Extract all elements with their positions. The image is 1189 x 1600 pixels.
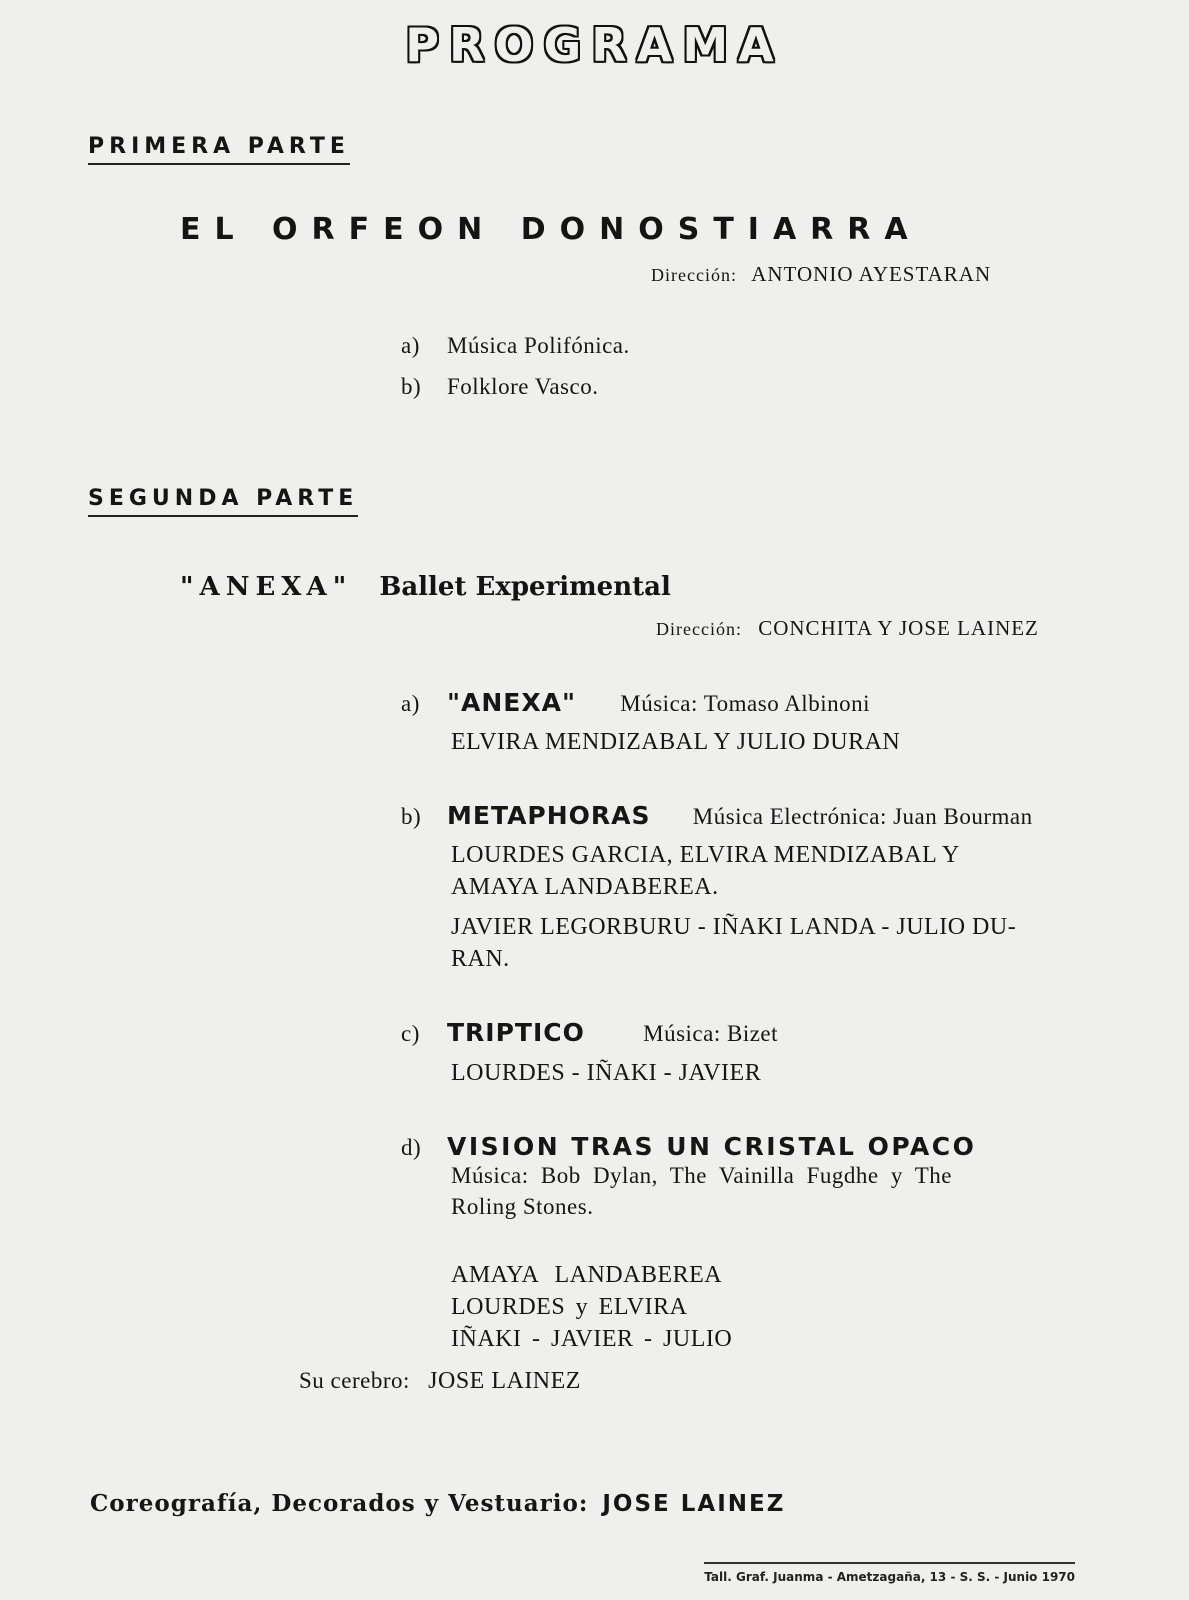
piece-music: Roling Stones. (451, 1194, 594, 1219)
piece-dancers: LOURDES y ELVIRA (451, 1294, 688, 1320)
piece-dancers: IÑAKI - JAVIER - JULIO (451, 1326, 733, 1352)
printer-imprint: Tall. Graf. Juanma - Ametzagaña, 13 - S. S. - Junio 1970 (704, 1562, 1075, 1584)
piece-title: METAPHORAS (447, 801, 651, 830)
direction-label: Dirección: (651, 265, 737, 285)
piece-c (401, 1018, 778, 1047)
piece-music: Música: Bob Dylan, The Vainilla Fugdhe y The (451, 1163, 952, 1188)
piece-dancers: AMAYA LANDABEREA. (451, 874, 719, 900)
ballet-title (180, 572, 671, 602)
list-item (401, 333, 630, 359)
item-letter: a) (401, 333, 420, 358)
page-title: PROGRAMA (405, 18, 784, 72)
ballet-description: Ballet Experimental (379, 572, 671, 602)
piece-letter: b) (401, 804, 422, 829)
credits-label: Coreografía, Decorados y Vestuario: (90, 1490, 589, 1517)
section-heading-segunda: SEGUNDA PARTE (88, 486, 358, 517)
section-heading-primera: PRIMERA PARTE (88, 134, 350, 165)
group-title: EL ORFEON DONOSTIARRA (180, 212, 922, 247)
piece-letter: c) (401, 1021, 420, 1046)
cerebro-line (299, 1368, 581, 1395)
piece-title: "ANEXA" (447, 688, 577, 717)
director-name: ANTONIO AYESTARAN (751, 262, 992, 286)
direction-label: Dirección: (656, 619, 742, 639)
piece-dancers: JAVIER LEGORBURU - IÑAKI LANDA - JULIO DU- (451, 914, 1017, 940)
piece-dancers: RAN. (451, 946, 510, 972)
credits-line (90, 1490, 785, 1517)
piece-a (401, 688, 870, 717)
item-letter: b) (401, 374, 422, 399)
piece-music: Música Electrónica: Juan Bourman (692, 804, 1033, 829)
ballet-name: "ANEXA" (180, 572, 353, 602)
cerebro-label: Su cerebro: (299, 1368, 410, 1393)
piece-music: Música: Tomaso Albinoni (620, 691, 870, 716)
piece-dancers: ELVIRA MENDIZABAL Y JULIO DURAN (451, 729, 901, 755)
item-text: Música Polifónica. (447, 333, 630, 358)
piece-letter: a) (401, 691, 420, 716)
direction-line-segunda (656, 616, 1039, 641)
piece-d (401, 1132, 976, 1161)
piece-b (401, 801, 1033, 830)
piece-dancers: AMAYA LANDABEREA (451, 1262, 723, 1288)
cerebro-name: JOSE LAINEZ (428, 1368, 581, 1394)
list-item (401, 374, 598, 400)
piece-letter: d) (401, 1135, 422, 1160)
piece-music: Música: Bizet (643, 1021, 779, 1046)
credits-name: JOSE LAINEZ (602, 1491, 786, 1517)
director-name: CONCHITA Y JOSE LAINEZ (758, 616, 1039, 640)
item-text: Folklore Vasco. (447, 374, 599, 399)
piece-title: VISION TRAS UN CRISTAL OPACO (447, 1132, 977, 1161)
piece-dancers: LOURDES GARCIA, ELVIRA MENDIZABAL Y (451, 842, 960, 868)
piece-dancers: LOURDES - IÑAKI - JAVIER (451, 1060, 762, 1086)
direction-line-primera (651, 262, 991, 287)
piece-title: TRIPTICO (447, 1018, 585, 1047)
